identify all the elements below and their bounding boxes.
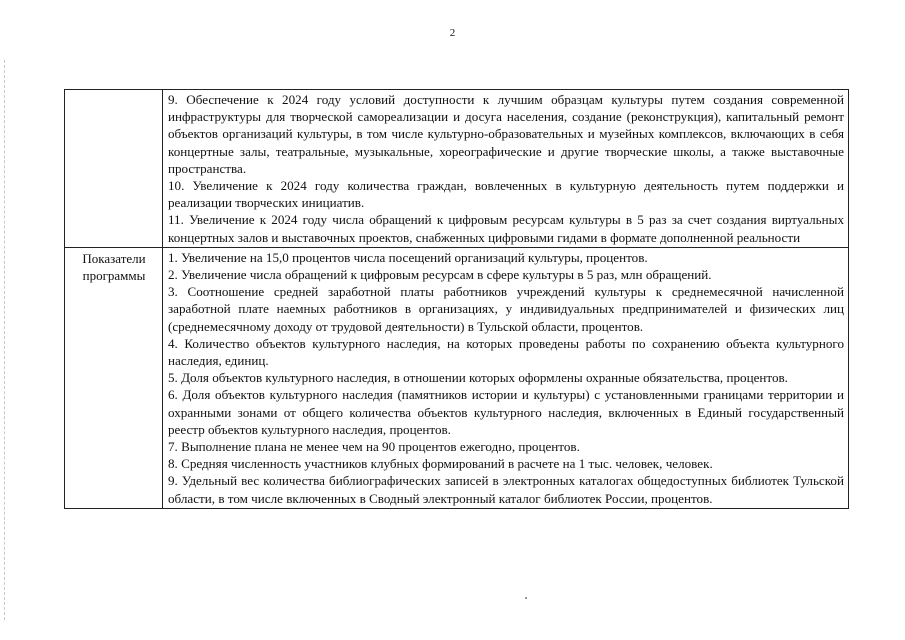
list-item: 3. Соотношение средней заработной платы работников учреждений культуры к среднемесячной начисленной заработной плате наемных работников в организациях, у индивидуальных предпринимателей и физических лиц (среднемесячному доходу от трудовой деятельности) в Тульской области, процентов. <box>168 284 844 334</box>
list-item: 7. Выполнение плана не менее чем на 90 процентов ежегодно, процентов. <box>168 439 580 455</box>
table-row-tasks <box>65 90 849 248</box>
binding-margin-marks <box>4 60 7 620</box>
row-label-empty <box>65 90 163 248</box>
row-content-tasks <box>163 90 849 248</box>
program-passport-table <box>64 89 849 509</box>
list-item: 10. Увеличение к 2024 году количества граждан, вовлеченных в культурную деятельность путем поддержки и реализации творческих инициатив. <box>168 178 844 211</box>
list-item: 11. Увеличение к 2024 году числа обращений к цифровым ресурсам культуры в 5 раз за счет создания виртуальных концертных залов и выставочных проектов, снабженных цифровыми гидами в формате дополненной реальности <box>168 212 844 245</box>
list-item: 4. Количество объектов культурного наследия, на которых проведены работы по сохранению объекта культурного наследия, единиц. <box>168 335 844 369</box>
scan-speck <box>525 597 527 599</box>
row-label-indicators: Показатели программы <box>65 247 163 508</box>
row-content-indicators <box>163 247 849 508</box>
list-item: 9. Удельный вес количества библиографических записей в электронных каталогах общедоступных библиотек Тульской области, в том числе включенных в Сводный электронный каталог библиотек России, процентов. <box>168 473 844 506</box>
list-item: 9. Обеспечение к 2024 году условий доступности к лучшим образцам культуры путем создания современной инфраструктуры для творческой самореализации и досуга населения, создание (реконструкция), капитальный ремонт объектов организаций культуры, в том числе культурно-образовательных и музейных комплексов, включающих в себя концертные залы, театральные, музыкальные, хореографические и другие творческие школы, а также выставочные пространства. <box>168 92 844 176</box>
table-row-indicators <box>65 247 849 508</box>
list-item: 6. Доля объектов культурного наследия (памятников истории и культуры) с установленными границами территории и охранными зонами от общего количества объектов культурного наследия, включенных в Единый государственный реестр объектов культурного наследия, процентов. <box>168 387 844 437</box>
list-item: 2. Увеличение числа обращений к цифровым ресурсам в сфере культуры в 5 раз, млн обращений. <box>168 267 712 283</box>
list-item: 5. Доля объектов культурного наследия, в отношении которых оформлены охранные обязательства, процентов. <box>168 370 788 386</box>
page-number: 2 <box>449 27 456 39</box>
list-item: 1. Увеличение на 15,0 процентов числа посещений организаций культуры, процентов. <box>168 249 648 265</box>
list-item: 8. Средняя численность участников клубных формирований в расчете на 1 тыс. человек, человек. <box>168 456 713 472</box>
